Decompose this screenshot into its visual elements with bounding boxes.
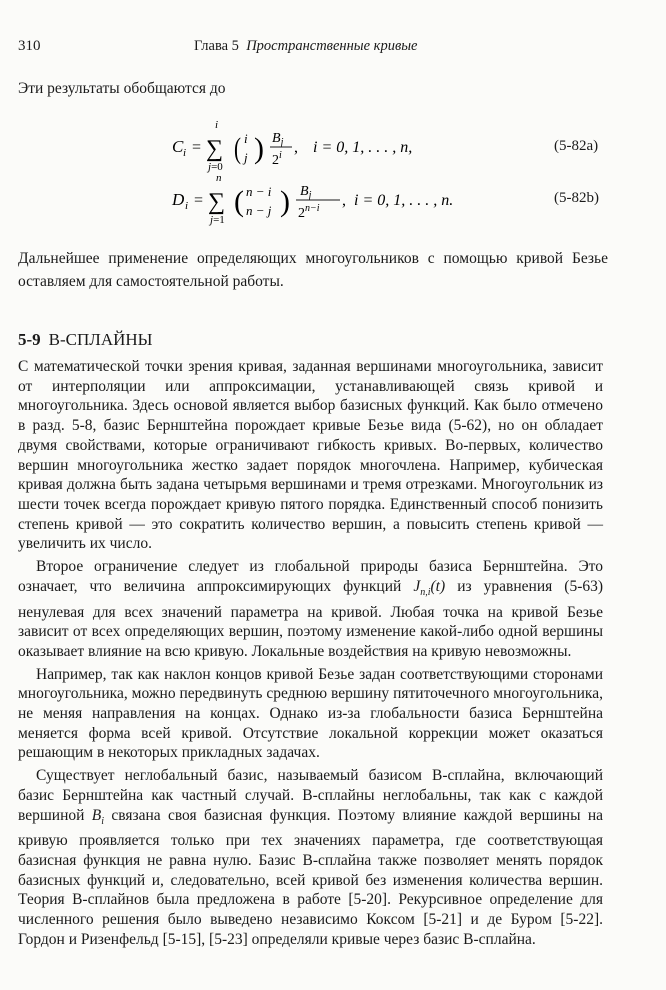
eq-range-b: i = 0, 1, . . . , n.	[354, 192, 454, 209]
svg-text:∑: ∑	[208, 189, 226, 215]
svg-text:i: i	[244, 131, 248, 146]
running-header	[194, 38, 418, 55]
math-b-i: $B_i$	[91, 806, 105, 827]
svg-text:(: (	[234, 131, 241, 165]
eq-lhs-d: D	[172, 190, 185, 209]
svg-text:Bj: $B_j$	[272, 131, 284, 148]
equation-5-82b	[168, 172, 488, 232]
math-j: $J_{n,i}(t)$	[413, 577, 446, 598]
p2-text-start: Второе ограничение следует из глобальной природы базиса Бернштейна. Это означает, что величина аппроксимирующих функций	[18, 558, 603, 595]
svg-text:,: ,	[342, 192, 346, 209]
eq-range-a: i = 0, 1, . . . , n,	[313, 139, 413, 156]
svg-text:(: (	[234, 185, 244, 218]
paragraph-4	[18, 766, 603, 949]
intro-text: Эти результаты обобщаются до	[18, 80, 226, 97]
svg-text:): )	[254, 132, 264, 165]
svg-text:Bj: $B_j$	[300, 184, 312, 201]
svg-text:): )	[280, 185, 290, 218]
equation-number-b: (5-82b)	[554, 190, 599, 206]
paragraph-1: С математической точки зрения кривая, заданная вершинами многоугольника, зависит от интерполяции или аппроксимации, устанавливающей связь кривой и многоугольника. Здесь основой является выбор базисных функций. Как было отмечено в разд. 5-8, базис Бернштейна порождает кривые Безье вида (5-62), но он обладает двумя свойствами, которые ограничивают гибкость кривых. Во-первых, количество вершин многоугольника жестко задает порядок многочлена. Например, кубическая кривая должна быть задана четырьмя вершинами и тремя отрезками. Многоугольник из шести точек всегда порождает кривую пятого порядка. Единственный способ понизить степень кривой — это сократить количество вершин, а повысить степень кривой — увеличить их число.	[18, 358, 603, 553]
section-title: В-СПЛАЙНЫ	[48, 330, 153, 349]
svg-text:i: i	[185, 200, 189, 212]
svg-text:∑: ∑	[206, 136, 224, 162]
page-number: 310	[18, 38, 41, 54]
p4-text-start: Существует неглобальный базис, называемый базисом В-сплайна, включающий базис Бернштейна как частный случай. В-сплайны неглобальны, так как с каждой вершиной	[18, 767, 603, 824]
equation-5-82a	[168, 116, 468, 174]
paragraph-3: Например, так как наклон концов кривой Безье задан соответствующими сторонами многоугольника, можно передвинуть среднюю вершину пятиточечного многоугольника, не меняя направления на концах. Однако из-за глобальности базиса Бернштейна меняется форма всей кривой. Отсутствие локальной коррекции может оказаться решающим в некоторых прикладных задачах.	[18, 665, 603, 762]
svg-text:j=0: j=0	[208, 161, 223, 173]
equation-number-a: (5-82a)	[554, 138, 599, 154]
svg-text:n − i: n − i	[246, 184, 272, 199]
paragraph-top: Дальнейшее применение определяющих многоугольников с помощью кривой Безье оставляем для самостоятельной работы.	[18, 250, 608, 290]
svg-text:=: =	[192, 139, 202, 156]
p2-text-end: из уравнения (5-63) ненулевая для всех значений параметра на кривой. Любая точка на кривой Безье зависит от всех определяющих вершин, поэтому изменение какой-либо одной вершины оказывает влияние на всю кривую. Локальные воздействия на кривую невозможны.	[18, 577, 604, 660]
paragraph-2	[18, 557, 603, 662]
svg-text:j=1: j=1	[210, 214, 225, 226]
svg-text:j: j	[244, 150, 248, 165]
section-number: 5-9	[18, 330, 41, 349]
section-heading	[18, 330, 152, 350]
svg-text:,: ,	[294, 139, 298, 156]
svg-text:2i: 2$^i$	[272, 150, 282, 168]
chapter-title: Пространственные кривые	[246, 38, 418, 54]
section-body	[18, 357, 603, 950]
svg-text:n: n	[216, 172, 222, 184]
p4-text-end: связана своя базисная функция. Поэтому влияние каждой вершины на кривую проявляется только при тех значениях параметра, где соответствующая базисная функция не равна нулю. Базис В-сплайна также позволяет менять порядок базисных функций и, следовательно, всей кривой без изменения количества вершин. Теория В-сплайнов была предложена в работе [5-20]. Рекурсивное определение для численного решения было выведено независимо Коксом [5-21] и де Буром [5-22]. Гордон и Ризенфельд [5-15], [5-23] определяли кривые через базис В-сплайна.	[18, 806, 604, 948]
svg-text:=: =	[194, 192, 204, 209]
chapter-label: Глава 5	[194, 38, 239, 54]
svg-text:i: i	[183, 147, 187, 159]
eq-lhs-c: C	[172, 137, 184, 156]
svg-text:n − j: n − j	[246, 203, 272, 218]
svg-text:2n−i: $2^{n-i}$	[298, 203, 320, 221]
svg-text:i: i	[215, 119, 219, 131]
